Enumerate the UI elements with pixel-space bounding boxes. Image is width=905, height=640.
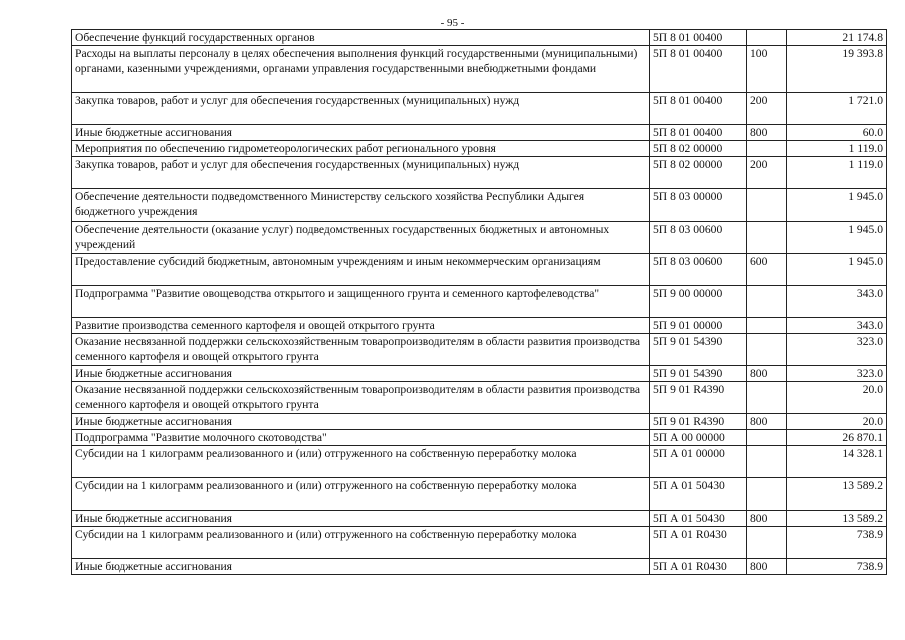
row-expense-type-cell: 800 bbox=[747, 559, 787, 575]
row-amount-cell: 738.9 bbox=[787, 559, 887, 575]
row-code-cell: 5П 9 01 R4390 bbox=[650, 414, 747, 430]
row-expense-type-cell: 200 bbox=[747, 93, 787, 125]
table-row bbox=[72, 527, 887, 559]
row-expense-type-cell bbox=[747, 141, 787, 157]
row-expense-type-cell bbox=[747, 446, 787, 478]
row-name-cell: Иные бюджетные ассигнования bbox=[72, 559, 650, 575]
page-number: - 95 - bbox=[440, 17, 465, 29]
row-expense-type-cell bbox=[747, 430, 787, 446]
table-row bbox=[72, 446, 887, 478]
row-amount-cell: 1 721.0 bbox=[787, 93, 887, 125]
row-code-cell: 5П А 00 00000 bbox=[650, 430, 747, 446]
table-row bbox=[72, 30, 887, 46]
row-expense-type-cell bbox=[747, 382, 787, 414]
row-name-cell: Оказание несвязанной поддержки сельскохозяйственным товаропроизводителям в области развития производства семенного картофеля и овощей открытого грунта bbox=[72, 334, 650, 366]
row-code-cell: 5П А 01 R0430 bbox=[650, 527, 747, 559]
row-name-cell: Закупка товаров, работ и услуг для обеспечения государственных (муниципальных) нужд bbox=[72, 93, 650, 125]
row-name-cell: Развитие производства семенного картофеля и овощей открытого грунта bbox=[72, 318, 650, 334]
row-expense-type-cell: 100 bbox=[747, 46, 787, 93]
row-expense-type-cell bbox=[747, 222, 787, 254]
row-amount-cell: 323.0 bbox=[787, 334, 887, 366]
row-amount-cell: 1 119.0 bbox=[787, 141, 887, 157]
row-code-cell: 5П 9 01 00000 bbox=[650, 318, 747, 334]
row-name-cell: Подпрограмма "Развитие молочного скотоводства" bbox=[72, 430, 650, 446]
row-name-cell: Субсидии на 1 килограмм реализованного и (или) отгруженного на собственную переработку молока bbox=[72, 446, 650, 478]
row-name-cell: Предоставление субсидий бюджетным, автономным учреждениям и иным некоммерческим организациям bbox=[72, 254, 650, 286]
table-row bbox=[72, 414, 887, 430]
row-code-cell: 5П 9 01 R4390 bbox=[650, 382, 747, 414]
row-expense-type-cell: 800 bbox=[747, 125, 787, 141]
row-code-cell: 5П 8 03 00000 bbox=[650, 189, 747, 222]
row-expense-type-cell bbox=[747, 334, 787, 366]
table-row bbox=[72, 189, 887, 222]
row-expense-type-cell bbox=[747, 318, 787, 334]
row-code-cell: 5П 9 01 54390 bbox=[650, 334, 747, 366]
table-row bbox=[72, 478, 887, 511]
table-row bbox=[72, 511, 887, 527]
row-amount-cell: 323.0 bbox=[787, 366, 887, 382]
budget-table bbox=[71, 29, 887, 575]
row-amount-cell: 60.0 bbox=[787, 125, 887, 141]
row-code-cell: 5П 8 03 00600 bbox=[650, 254, 747, 286]
row-expense-type-cell bbox=[747, 189, 787, 222]
row-code-cell: 5П 8 03 00600 bbox=[650, 222, 747, 254]
row-code-cell: 5П А 01 00000 bbox=[650, 446, 747, 478]
row-code-cell: 5П 8 01 00400 bbox=[650, 30, 747, 46]
table-row bbox=[72, 254, 887, 286]
table-row bbox=[72, 430, 887, 446]
row-expense-type-cell: 800 bbox=[747, 511, 787, 527]
row-code-cell: 5П А 01 R0430 bbox=[650, 559, 747, 575]
row-expense-type-cell: 800 bbox=[747, 414, 787, 430]
table-row bbox=[72, 157, 887, 189]
row-name-cell: Обеспечение деятельности (оказание услуг) подведомственных государственных бюджетных и автономных учреждений bbox=[72, 222, 650, 254]
row-expense-type-cell bbox=[747, 286, 787, 318]
row-amount-cell: 26 870.1 bbox=[787, 430, 887, 446]
row-name-cell: Оказание несвязанной поддержки сельскохозяйственным товаропроизводителям в области развития производства семенного картофеля и овощей открытого грунта bbox=[72, 382, 650, 414]
row-amount-cell: 738.9 bbox=[787, 527, 887, 559]
row-amount-cell: 1 119.0 bbox=[787, 157, 887, 189]
row-code-cell: 5П 8 02 00000 bbox=[650, 141, 747, 157]
row-code-cell: 5П А 01 50430 bbox=[650, 478, 747, 511]
row-amount-cell: 14 328.1 bbox=[787, 446, 887, 478]
row-name-cell: Закупка товаров, работ и услуг для обеспечения государственных (муниципальных) нужд bbox=[72, 157, 650, 189]
table-row bbox=[72, 559, 887, 575]
row-expense-type-cell: 600 bbox=[747, 254, 787, 286]
row-amount-cell: 1 945.0 bbox=[787, 189, 887, 222]
row-amount-cell: 20.0 bbox=[787, 382, 887, 414]
row-amount-cell: 343.0 bbox=[787, 318, 887, 334]
table-row bbox=[72, 125, 887, 141]
budget-table-body bbox=[72, 30, 887, 575]
row-name-cell: Субсидии на 1 килограмм реализованного и (или) отгруженного на собственную переработку молока bbox=[72, 478, 650, 511]
row-code-cell: 5П 9 01 54390 bbox=[650, 366, 747, 382]
row-expense-type-cell: 800 bbox=[747, 366, 787, 382]
row-amount-cell: 13 589.2 bbox=[787, 478, 887, 511]
table-row bbox=[72, 46, 887, 93]
row-expense-type-cell bbox=[747, 30, 787, 46]
row-amount-cell: 19 393.8 bbox=[787, 46, 887, 93]
table-row bbox=[72, 141, 887, 157]
row-expense-type-cell bbox=[747, 478, 787, 511]
row-expense-type-cell bbox=[747, 527, 787, 559]
table-row bbox=[72, 334, 887, 366]
table-row bbox=[72, 382, 887, 414]
table-row bbox=[72, 286, 887, 318]
row-code-cell: 5П А 01 50430 bbox=[650, 511, 747, 527]
row-name-cell: Иные бюджетные ассигнования bbox=[72, 414, 650, 430]
row-name-cell: Иные бюджетные ассигнования bbox=[72, 125, 650, 141]
row-name-cell: Иные бюджетные ассигнования bbox=[72, 366, 650, 382]
row-expense-type-cell: 200 bbox=[747, 157, 787, 189]
row-amount-cell: 343.0 bbox=[787, 286, 887, 318]
table-row bbox=[72, 318, 887, 334]
row-code-cell: 5П 8 01 00400 bbox=[650, 125, 747, 141]
row-amount-cell: 20.0 bbox=[787, 414, 887, 430]
table-row bbox=[72, 366, 887, 382]
row-code-cell: 5П 8 02 00000 bbox=[650, 157, 747, 189]
row-code-cell: 5П 8 01 00400 bbox=[650, 46, 747, 93]
table-row bbox=[72, 222, 887, 254]
row-name-cell: Субсидии на 1 килограмм реализованного и (или) отгруженного на собственную переработку молока bbox=[72, 527, 650, 559]
row-name-cell: Расходы на выплаты персоналу в целях обеспечения выполнения функций государственными (муниципальными) органами, казенными учреждениями, органами управления государственными внебюджетными фондами bbox=[72, 46, 650, 93]
table-row bbox=[72, 93, 887, 125]
row-code-cell: 5П 8 01 00400 bbox=[650, 93, 747, 125]
row-amount-cell: 13 589.2 bbox=[787, 511, 887, 527]
row-name-cell: Подпрограмма "Развитие овощеводства открытого и защищенного грунта и семенного картофелеводства" bbox=[72, 286, 650, 318]
row-amount-cell: 1 945.0 bbox=[787, 222, 887, 254]
row-name-cell: Мероприятия по обеспечению гидрометеорологических работ регионального уровня bbox=[72, 141, 650, 157]
row-name-cell: Обеспечение деятельности подведомственного Министерству сельского хозяйства Республики Адыгея бюджетного учреждения bbox=[72, 189, 650, 222]
row-code-cell: 5П 9 00 00000 bbox=[650, 286, 747, 318]
row-name-cell: Иные бюджетные ассигнования bbox=[72, 511, 650, 527]
row-name-cell: Обеспечение функций государственных органов bbox=[72, 30, 650, 46]
row-amount-cell: 1 945.0 bbox=[787, 254, 887, 286]
row-amount-cell: 21 174.8 bbox=[787, 30, 887, 46]
